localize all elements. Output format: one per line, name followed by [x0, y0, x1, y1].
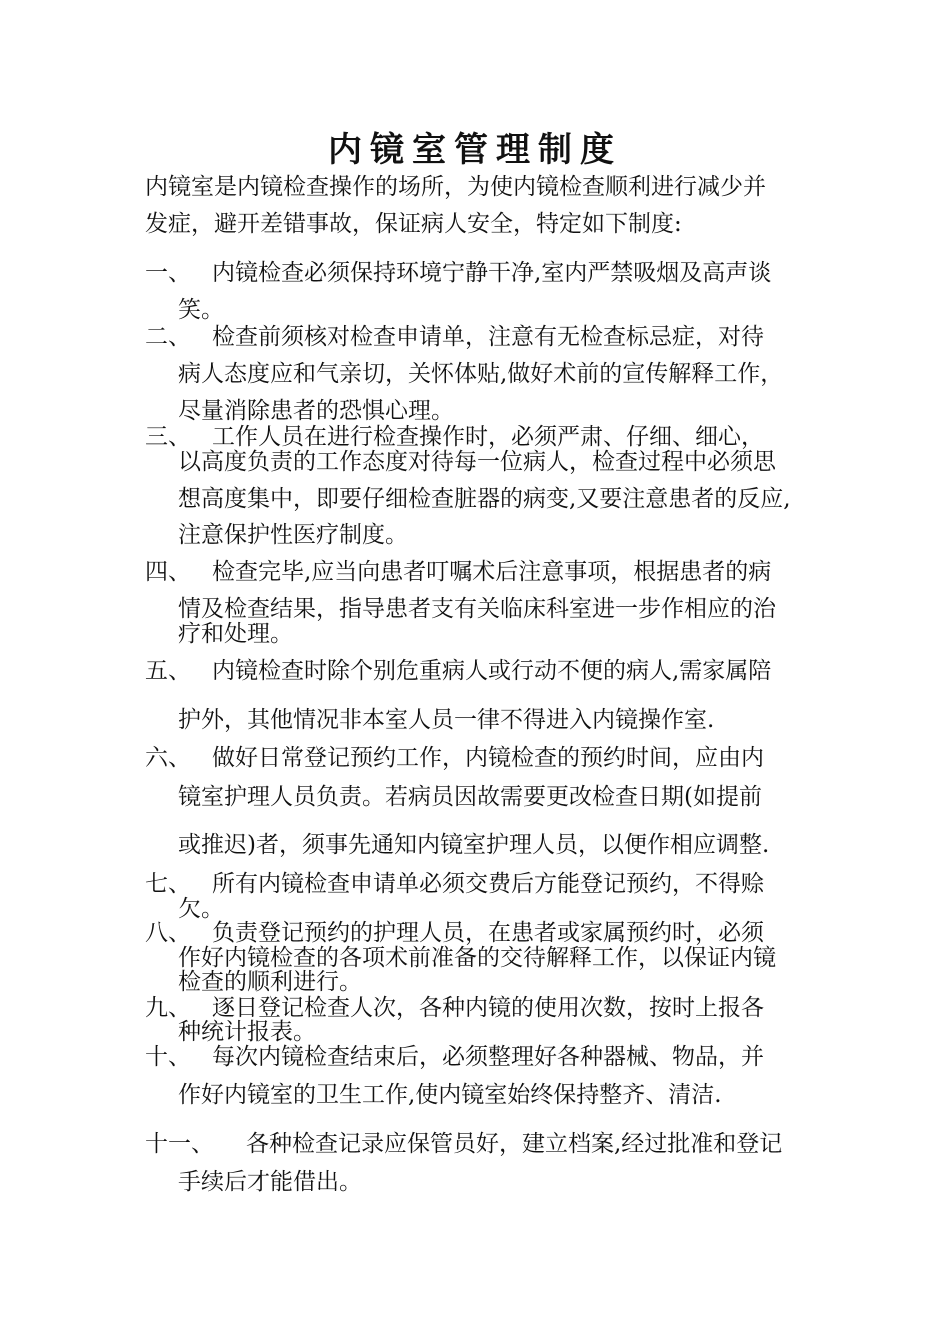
intro-line: 内镜室是内镜检查操作的场所，为使内镜检查顺利进行减少并 — [145, 174, 766, 200]
item-line: 情及检查结果，指导患者支有关临床科室进一步作相应的治 — [178, 596, 776, 622]
item-line: 病人态度应和气亲切，关怀体贴,做好术前的宣传解释工作， — [178, 361, 784, 387]
item-number: 三、 — [145, 424, 191, 450]
item-number: 九、 — [145, 995, 191, 1021]
item-line: 以高度负责的工作态度对待每一位病人，检查过程中必须思 — [178, 449, 776, 475]
item-line: 工作人员在进行检查操作时，必须严肃、仔细、细心， — [212, 424, 764, 450]
item-number: 八、 — [145, 920, 191, 946]
item-line: 所有内镜检查申请单必须交费后方能登记预约，不得赊 — [212, 871, 764, 897]
item-number: 五、 — [145, 658, 191, 684]
item-line: 作好内镜室的卫生工作,使内镜室始终保持整齐、清洁. — [178, 1082, 722, 1108]
item-number: 七、 — [145, 871, 191, 897]
item-line: 每次内镜检查结束后，必须整理好各种器械、物品，并 — [212, 1044, 764, 1070]
item-line: 镜室护理人员负责。若病员因故需要更改检查日期(如提前 — [178, 784, 762, 810]
item-line: 尽量消除患者的恐惧心理。 — [178, 398, 454, 424]
item-line: 疗和处理。 — [178, 621, 293, 647]
item-line: 检查的顺利进行。 — [178, 969, 362, 995]
item-line: 做好日常登记预约工作，内镜检查的预约时间，应由内 — [212, 745, 764, 771]
item-line: 欠。 — [178, 896, 224, 922]
item-line: 负责登记预约的护理人员，在患者或家属预约时，必须 — [212, 920, 764, 946]
item-line: 检查完毕,应当向患者叮嘱术后注意事项，根据患者的病 — [212, 559, 772, 585]
item-line: 注意保护性医疗制度。 — [178, 522, 408, 548]
item-line: 手续后才能借出。 — [178, 1169, 362, 1195]
item-line: 各种检查记录应保管员好，建立档案,经过批准和登记 — [246, 1131, 783, 1157]
item-number: 十一、 — [145, 1131, 214, 1157]
item-number: 一、 — [145, 260, 191, 286]
item-line: 内镜检查必须保持环境宁静干净,室内严禁吸烟及高声谈 — [212, 260, 772, 286]
item-number: 二、 — [145, 324, 191, 350]
item-line: 或推迟)者，须事先通知内镜室护理人员，以便作相应调整. — [178, 832, 770, 858]
item-number: 十、 — [145, 1044, 191, 1070]
item-line: 逐日登记检查人次，各种内镜的使用次数，按时上报各 — [212, 995, 764, 1021]
item-line: 笑。 — [178, 297, 224, 323]
item-line: 内镜检查时除个别危重病人或行动不便的病人,需家属陪 — [212, 658, 772, 684]
item-line: 种统计报表。 — [178, 1019, 316, 1045]
document-title: 内镜室管理制度 — [328, 130, 622, 170]
item-line: 想高度集中，即要仔细检查脏器的病变,又要注意患者的反应, — [178, 486, 791, 512]
item-line: 护外，其他情况非本室人员一律不得进入内镜操作室. — [178, 707, 715, 733]
intro-line: 发症，避开差错事故，保证病人安全，特定如下制度: — [145, 211, 682, 237]
item-line: 作好内镜检查的各项术前准备的交待解释工作，以保证内镜 — [178, 945, 776, 971]
item-line: 检查前须核对检查申请单，注意有无检查标忌症，对待 — [212, 324, 764, 350]
item-number: 六、 — [145, 745, 191, 771]
item-number: 四、 — [145, 559, 191, 585]
